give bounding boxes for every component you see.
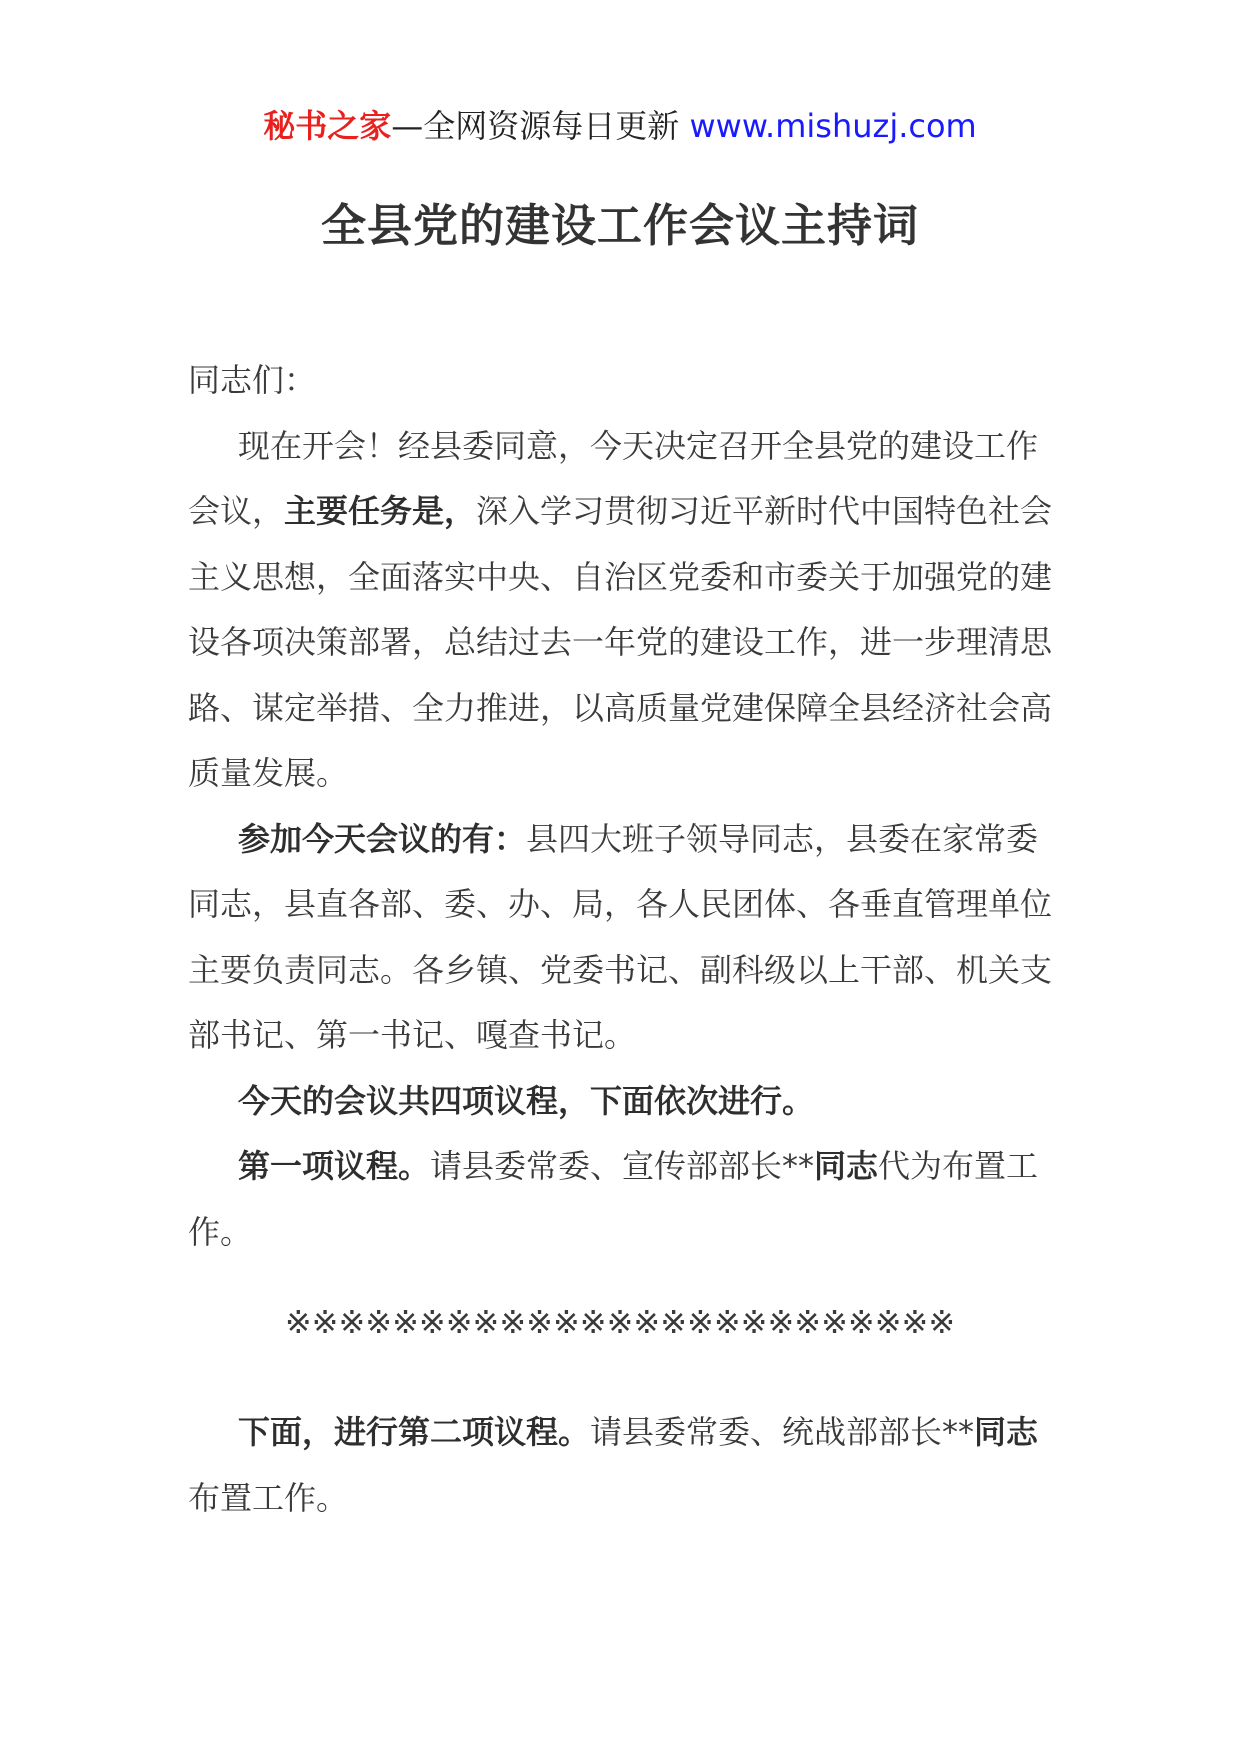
paragraph-text: 现在开会！经县委同意，今天决定召开全县党的建设工作会议， (188, 426, 1039, 530)
bold-text: 同志 (974, 1413, 1039, 1451)
site-header (0, 104, 1240, 148)
section-divider: ※※※※※※※※※※※※※※※※※※※※※※※※※ (284, 1303, 956, 1341)
paragraph-text: 请县委常委、宣传部部长** (430, 1147, 815, 1185)
paragraph-opening (188, 414, 1054, 807)
salutation: 同志们： (188, 361, 317, 399)
paragraph-text: 代为布置工作。 (188, 1147, 1039, 1251)
paragraph-text: 布置工作。 (188, 1478, 349, 1517)
bold-lead: 参加今天会议的有： (238, 819, 527, 858)
paragraph-text: 深入学习贯彻习近平新时代中国特色社会主义思想，全面落实中央、自治区党委和市委关于加强党的建设各项决策部署，总结过去一年党的建设工作，进一步理清思路、谋定举措、全力推进，以高质量党建保障全县经济社会高质量发展。 (188, 492, 1053, 792)
paragraph-agenda-2 (188, 1400, 1054, 1531)
paragraph-text: 请县委常委、统战部部长** (590, 1413, 975, 1451)
bold-lead: 第一项议程。 (238, 1147, 431, 1185)
bold-text: 同志 (814, 1147, 879, 1185)
bold-lead: 主要任务是， (284, 492, 477, 530)
paragraph-text: 县四大班子领导同志，县委在家常委同志，县直各部、委、办、局，各人民团体、各垂直管理单位主要负责同志。各乡镇、党委书记、副科级以上干部、机关支部书记、第一书记、嘎查书记。 (188, 819, 1053, 1054)
paragraph-attendees (188, 807, 1054, 1069)
document-body-continued (188, 1400, 1054, 1531)
paragraph-agenda-intro (188, 1069, 1054, 1135)
brand-name: 秘书之家 (263, 107, 392, 145)
site-url-link[interactable]: www.mishuzj.com (689, 107, 977, 145)
bold-lead: 下面，进行第二项议程。 (238, 1413, 591, 1451)
bold-lead: 今天的会议共四项议程，下面依次进行。 (238, 1081, 815, 1120)
paragraph-agenda-1 (188, 1134, 1054, 1265)
document-body (188, 348, 1054, 1265)
header-tagline: —全网资源每日更新 (391, 107, 690, 145)
document-title: 全县党的建设工作会议主持词 (320, 199, 919, 252)
